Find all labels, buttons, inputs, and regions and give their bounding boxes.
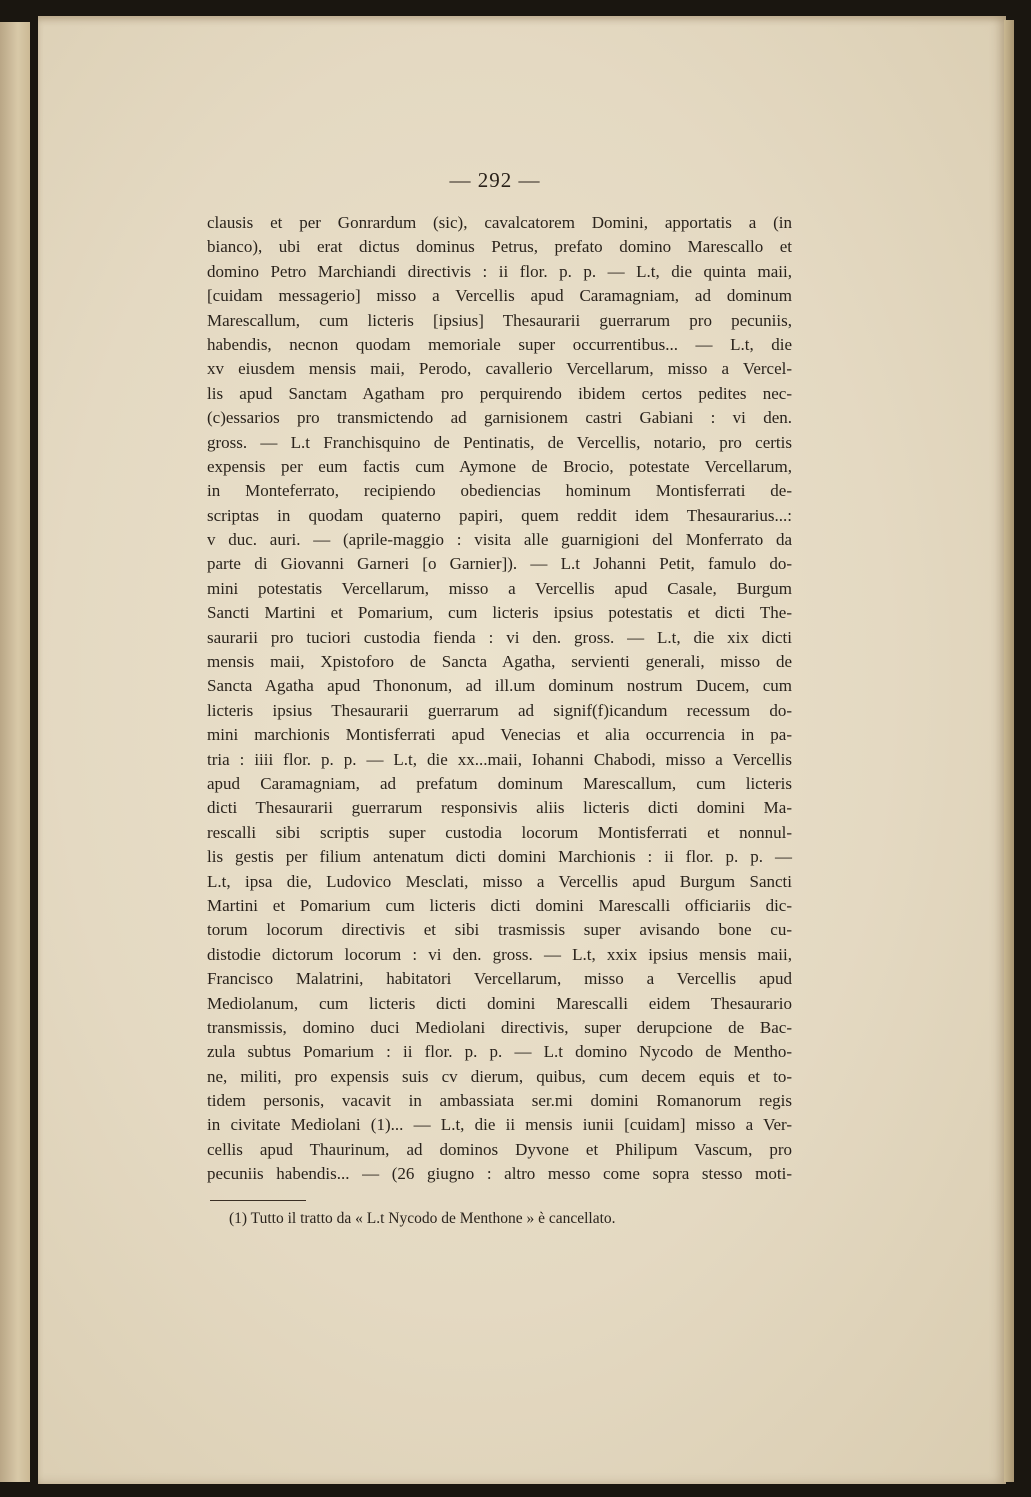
text-line: L.t, ipsa die, Ludovico Mesclati, misso a Vercellis apud Burgum Sancti (207, 871, 792, 891)
text-line: xv eiusdem mensis maii, Perodo, cavallerio Vercellarum, misso a Vercel- (207, 359, 792, 379)
text-line: Marescallum, cum licteris [ipsius] Thesaurarii guerrarum pro pecuniis, (207, 310, 792, 330)
text-line: ne, militi, pro expensis suis cv dierum, quibus, cum decem equis et to- (207, 1066, 792, 1086)
text-line: domino Petro Marchiandi directivis : ii flor. p. p. — L.t, die quinta maii, (207, 261, 792, 281)
text-line: parte di Giovanni Garneri [o Garnier]). — L.t Johanni Petit, famulo do- (207, 554, 792, 574)
text-line: Mediolanum, cum licteris dicti domini Marescalli eidem Thesaurario (207, 993, 792, 1013)
text-line: tidem personis, vacavit in ambassiata ser.mi domini Romanorum regis (207, 1091, 792, 1111)
text-line: clausis et per Gonrardum (sic), cavalcatorem Domini, apportatis a (in (207, 213, 792, 232)
text-line: distodie dictorum locorum : vi den. gross. — L.t, xxix ipsius mensis maii, (207, 944, 792, 964)
text-line: mini potestatis Vercellarum, misso a Vercellis apud Casale, Burgum (207, 578, 792, 598)
text-line: dicti Thesaurarii guerrarum responsivis aliis licteris dicti domini Ma- (207, 798, 792, 818)
text-line: habendis, necnon quodam memoriale super occurrentibus... — L.t, die (207, 334, 792, 354)
text-line: mensis maii, Xpistoforo de Sancta Agatha, servienti generali, misso de (207, 652, 792, 672)
text-line: bianco), ubi erat dictus dominus Petrus, prefato domino Marescallo et (207, 237, 792, 257)
text-line: scriptas in quodam quaterno papiri, quem reddit idem Thesaurarius...: (207, 505, 792, 525)
text-line: expensis per eum factis cum Aymone de Brocio, potestate Vercellarum, (207, 456, 792, 476)
facing-page-edge (0, 22, 30, 1482)
text-line: pecuniis habendis... — (26 giugno : altro messo come sopra stesso moti- (207, 1164, 792, 1184)
text-line: in Monteferrato, recipiendo obediencias hominum Montisferrati de- (207, 481, 792, 501)
text-line: v duc. auri. — (aprile-maggio : visita alle guarnigioni del Monferrato da (207, 530, 792, 550)
text-line: rescalli sibi scriptis super custodia locorum Montisferrati et nonnul- (207, 822, 792, 842)
text-line: [cuidam messagerio] misso a Vercellis apud Caramagniam, ad dominum (207, 286, 792, 306)
page-edge (1004, 20, 1014, 1482)
text-line: gross. — L.t Franchisquino de Pentinatis, de Vercellis, notario, pro certis (207, 432, 792, 452)
text-line: licteris ipsius Thesaurarii guerrarum ad signif(f)icandum recessum do- (207, 700, 792, 720)
text-line: saurarii pro tuciori custodia fienda : vi den. gross. — L.t, die xix dicti (207, 627, 792, 647)
text-line: Sancta Agatha apud Thononum, ad ill.um dominum nostrum Ducem, cum (207, 676, 792, 696)
text-line: torum locorum directivis et sibi trasmissis super avisando bone cu- (207, 920, 792, 940)
text-line: cellis apud Thaurinum, ad dominos Dyvone et Philipum Vascum, pro (207, 1139, 792, 1159)
text-line: transmissis, domino duci Mediolani directivis, super derupcione de Bac- (207, 1017, 792, 1037)
text-line: mini marchionis Montisferrati apud Venecias et alia occurrencia in pa- (207, 725, 792, 745)
text-line: (c)essarios pro transmictendo ad garnisionem castri Gabiani : vi den. (207, 408, 792, 428)
text-line: lis gestis per filium antenatum dicti domini Marchionis : ii flor. p. p. — (207, 847, 792, 867)
text-line: in civitate Mediolani (1)... — L.t, die ii mensis iunii [cuidam] misso a Ver- (207, 1115, 792, 1135)
body-text (207, 211, 792, 1187)
text-line: tria : iiii flor. p. p. — L.t, die xx...maii, Iohanni Chabodi, misso a Vercellis (207, 749, 792, 769)
text-line: Martini et Pomarium cum licteris dicti domini Marescalli officiariis dic- (207, 895, 792, 915)
footnote-rule (210, 1200, 306, 1201)
footnote: (1) Tutto il tratto da « L.t Nycodo de Menthone » è cancellato. (229, 1210, 616, 1227)
text-line: zula subtus Pomarium : ii flor. p. p. — L.t domino Nycodo de Mentho- (207, 1042, 792, 1062)
text-line: lis apud Sanctam Agatham pro perquirendo ibidem certos pedites nec- (207, 383, 792, 403)
text-line: apud Caramagniam, ad prefatum dominum Marescallum, cum licteris (207, 773, 792, 793)
text-line: Sancti Martini et Pomarium, cum licteris ipsius potestatis et dicti The- (207, 603, 792, 623)
page-number: — 292 — (449, 168, 541, 192)
text-line: Francisco Malatrini, habitatori Vercellarum, misso a Vercellis apud (207, 969, 792, 989)
